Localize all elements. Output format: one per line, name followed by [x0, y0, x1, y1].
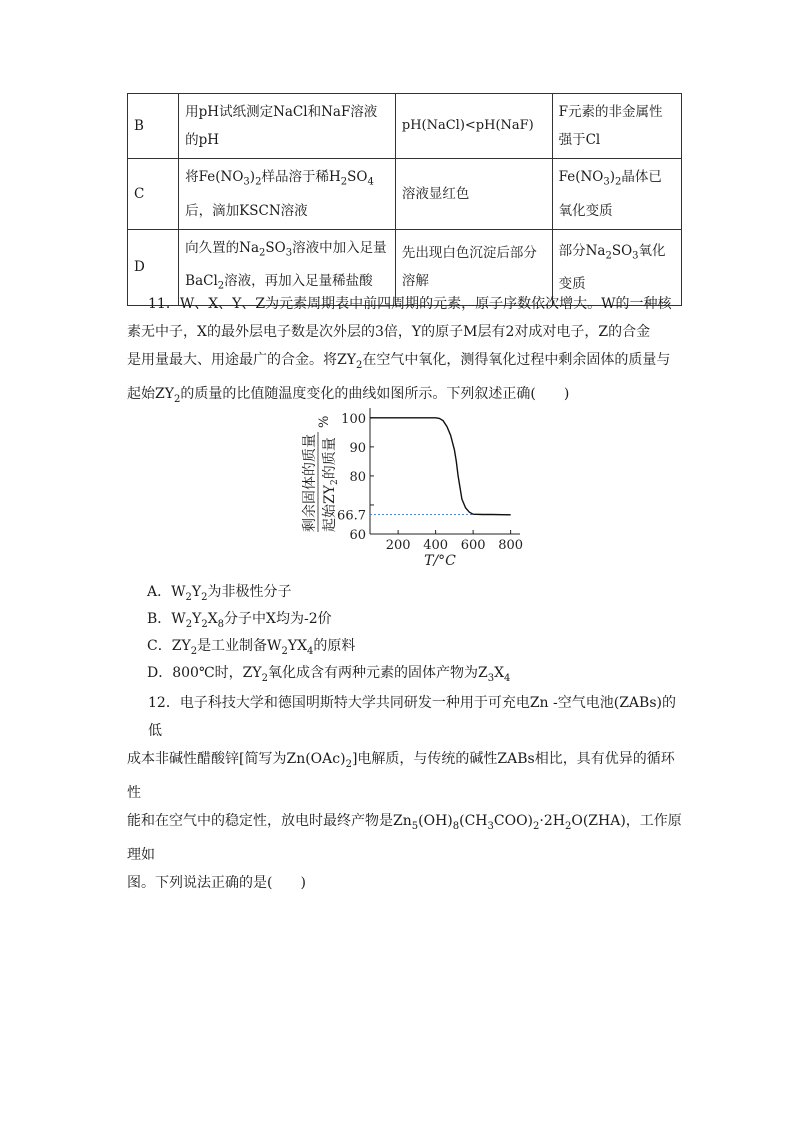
- row-label: C: [128, 159, 179, 230]
- question-11-choices: [147, 579, 687, 687]
- x-tick-label: 200: [385, 538, 411, 553]
- x-tick-label: 600: [460, 538, 486, 553]
- x-tick-label: 800: [498, 538, 524, 553]
- question-11-line: 是用量最大、用途最广的合金。将$ZY_2$在空气中氧化，测得氧化过程中剩余固体的质量与: [127, 352, 671, 371]
- operation-cell: 用pH试纸测定NaCl和NaF溶液的pH: [179, 94, 396, 159]
- options-table: [127, 93, 682, 306]
- phenomenon-cell: 溶液显红色: [395, 159, 552, 230]
- y-axis-label: [301, 416, 340, 532]
- question-11-line: 素无中子，X的最外层电子数是次外层的3倍，Y的原子M层有2对成对电子，Z的合金: [127, 324, 651, 340]
- y-tick-label: 90: [349, 440, 366, 456]
- y-tick-label: 60: [349, 528, 366, 543]
- choice-b[interactable]: B．$W_2Y_2X_8$分子中X均为-2价: [147, 611, 332, 630]
- question-12-line: 图。下列说法正确的是( ): [127, 874, 306, 891]
- question-12: [127, 689, 687, 897]
- row-label: D: [128, 229, 179, 305]
- x-axis-label: T/°C: [424, 553, 456, 569]
- y-tick-label: 100: [341, 411, 366, 427]
- row-label: B: [128, 94, 179, 159]
- choice-d[interactable]: D．800℃时，$ZY_2$氧化成含有两种元素的固体产物为$Z_3X_4$: [147, 665, 511, 684]
- choice-c[interactable]: C．$ZY_2$是工业制备$W_2YX_4$的原料: [147, 638, 356, 657]
- series-line: [370, 418, 511, 515]
- reference-label: 66.7: [337, 508, 366, 524]
- question-11: [127, 290, 684, 414]
- question-11-line: 起始$ZY_2$的质量的比值随温度变化的曲线如图所示。下列叙述正确( ): [127, 385, 570, 405]
- question-12-line: 成本非碱性醋酸锌[简写为$Zn(OAc)_2$]电解质，与传统的碱性ZABs相比，具有优异的循环性: [127, 751, 675, 801]
- question-12-line: 12．电子科技大学和德国明斯特大学共同研发一种用于可充电Zn -空气电池(ZABs)的低: [148, 695, 676, 739]
- choice-a[interactable]: A．$W_2Y_2$为非极性分子: [147, 584, 292, 603]
- mass-ratio-chart: [300, 400, 530, 575]
- question-11-line: 11．W、X、Y、Z为元素周期表中前四周期的元素，原子序数依次增大。W的一种核: [148, 296, 672, 312]
- operation-cell: 将$Fe(NO_3)_2$样品溶于稀$H_2SO_4$后，滴加KSCN溶液: [179, 159, 396, 230]
- table-row: [128, 159, 682, 230]
- table-row: [128, 94, 682, 159]
- operation-cell: 向久置的$Na_2SO_3$溶液中加入足量BaCl$_2$溶液，再加入足量稀盐酸: [179, 229, 396, 305]
- conclusion-cell: 部分$Na_2SO_3$氧化变质: [552, 229, 681, 305]
- x-tick-label: 400: [423, 538, 449, 553]
- plot-area: [337, 408, 523, 569]
- phenomenon-cell: pH(NaCl)<pH(NaF): [395, 94, 552, 159]
- y-tick-label: 80: [349, 469, 366, 485]
- y-label-top: 剩余固体的质量: [302, 434, 318, 532]
- phenomenon-cell: 先出现白色沉淀后部分溶解: [395, 229, 552, 305]
- conclusion-cell: $Fe(NO_3)_2$晶体已氧化变质: [552, 159, 681, 230]
- y-label-unit: %: [317, 415, 332, 428]
- conclusion-cell: F元素的非金属性强于Cl: [552, 94, 681, 159]
- y-label-bottom: 起始$ZY_2$的质量: [322, 437, 340, 532]
- question-12-line: 能和在空气中的稳定性，放电时最终产物是$Zn_5(OH)_8(CH_3COO)_2\cdot 2H_2O(ZHA)$，工作原理如: [127, 812, 682, 863]
